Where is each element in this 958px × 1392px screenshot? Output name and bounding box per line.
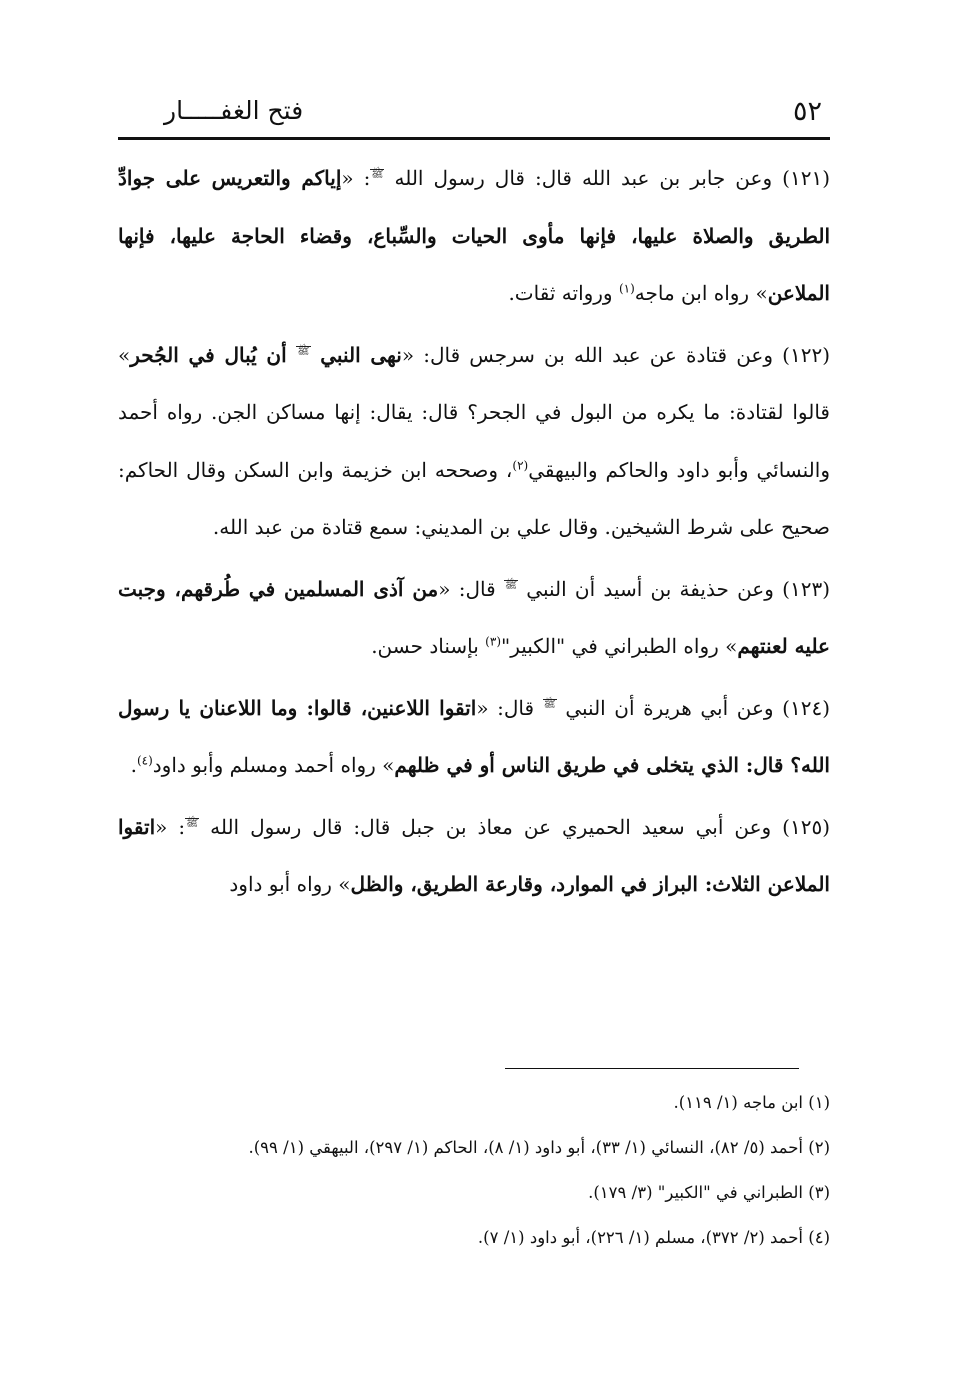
footnote: (٤) أحمد (٢/ ٣٧٢)، مسلم (١/ ٢٢٦)، أبو داود (١/ ٧). [477,1228,830,1247]
hadith-text: أن يُبال في الجُحر [130,342,297,367]
footnote-separator [505,1068,799,1069]
narration-text: بإسناد حسن. [371,634,486,658]
hadith-paragraph [118,680,830,795]
narration-text: . [130,753,137,777]
narration-text: (١٢١) وعن جابر بن عبد الله قال: قال رسول الله [384,166,830,190]
footnote: (٢) أحمد (٥/ ٨٢)، النسائي (١/ ٣٣)، أبو داود (١/ ٨)، الحاكم (١/ ٢٩٧)، البيهقي (١/ ٩٩). [248,1138,830,1157]
footnote-reference: (١) [618,281,635,296]
main-text [118,150,830,914]
footnote-reference: (٣) [485,634,501,649]
footnote-reference: (٤) [136,753,153,768]
narration-text: (١٢٢) وعن قتادة عن عبد الله بن سرجس قال: « [401,342,831,367]
footnotes [118,1080,830,1260]
narration-text: : « [155,814,186,839]
narration-text: » قالوا لقتادة: ما يكره من البول في الجحر؟ قال: يقال: إنها مساكن الجن. رواه أحمد والنسائي وأبو داود والحاكم والبيهقي [118,342,830,482]
footnote: (٣) الطبراني في "الكبير" (٣/ ١٧٩). [588,1183,830,1202]
narration-text: » رواه الطبراني في "الكبير" [501,634,738,658]
hadith-paragraph [118,561,830,676]
footnote: (١) ابن ماجه (١/ ١١٩). [673,1093,830,1112]
narration-text: قال: « [476,695,543,720]
running-title: فتح الغفـــــار [164,96,304,125]
narration-text: (١٢٥) وعن أبي سعيد الحميري عن معاذ بن جبل قال: قال رسول الله [199,814,830,839]
narration-text: قال: « [438,576,504,601]
salawat-symbol: ﷺ [297,345,310,357]
salawat-symbol: ﷺ [543,698,556,710]
hadith-text: من آذى المسلمين في طُرقهم، وجبت عليه لعنتهم [118,576,830,658]
narration-text: (١٢٤) وعن أبي هريرة أن النبي [556,695,831,720]
narration-text: ، وصححه ابن خزيمة وابن السكن وقال الحاكم: صحيح على شرط الشيخين. وقال علي بن المديني: سمع قتادة من عبد الله. [118,457,830,539]
page-number: ٥٢ [792,96,822,127]
page-header [118,92,830,136]
narration-text: ورواته ثقات. [508,281,619,305]
header-rule [118,137,830,140]
narration-text: : « [341,166,371,190]
hadith-text: نهى النبي [310,342,402,367]
narration-text: » رواه أحمد ومسلم وأبو داود [152,753,395,777]
footnote-reference: (٢) [512,457,529,472]
salawat-symbol: ﷺ [186,817,199,829]
hadith-text: إياكم والتعريس على جوادِّ الطريق والصلاة عليها، فإنها مأوى الحيات والسِّباع، وقضاء الحاجة عليها، فإنها الملاعن [118,166,830,305]
salawat-symbol: ﷺ [371,169,384,181]
narration-text: » رواه أبو داود [229,872,351,896]
narration-text: » رواه ابن ماجه [634,281,768,305]
salawat-symbol: ﷺ [504,579,518,591]
hadith-paragraph [118,327,830,557]
hadith-paragraph [118,799,830,914]
narration-text: (١٢٣) وعن حذيفة بن أسيد أن النبي [518,576,830,601]
hadith-text: اتقوا الملاعن الثلاث: البراز في الموارد، وقارعة الطريق، والظل [118,814,830,896]
hadith-text: اتقوا اللاعنين، قالوا: وما اللاعنان يا رسول الله؟ قال: الذي يتخلى في طريق الناس أو في ظلهم [118,695,830,777]
hadith-paragraph [118,150,830,323]
